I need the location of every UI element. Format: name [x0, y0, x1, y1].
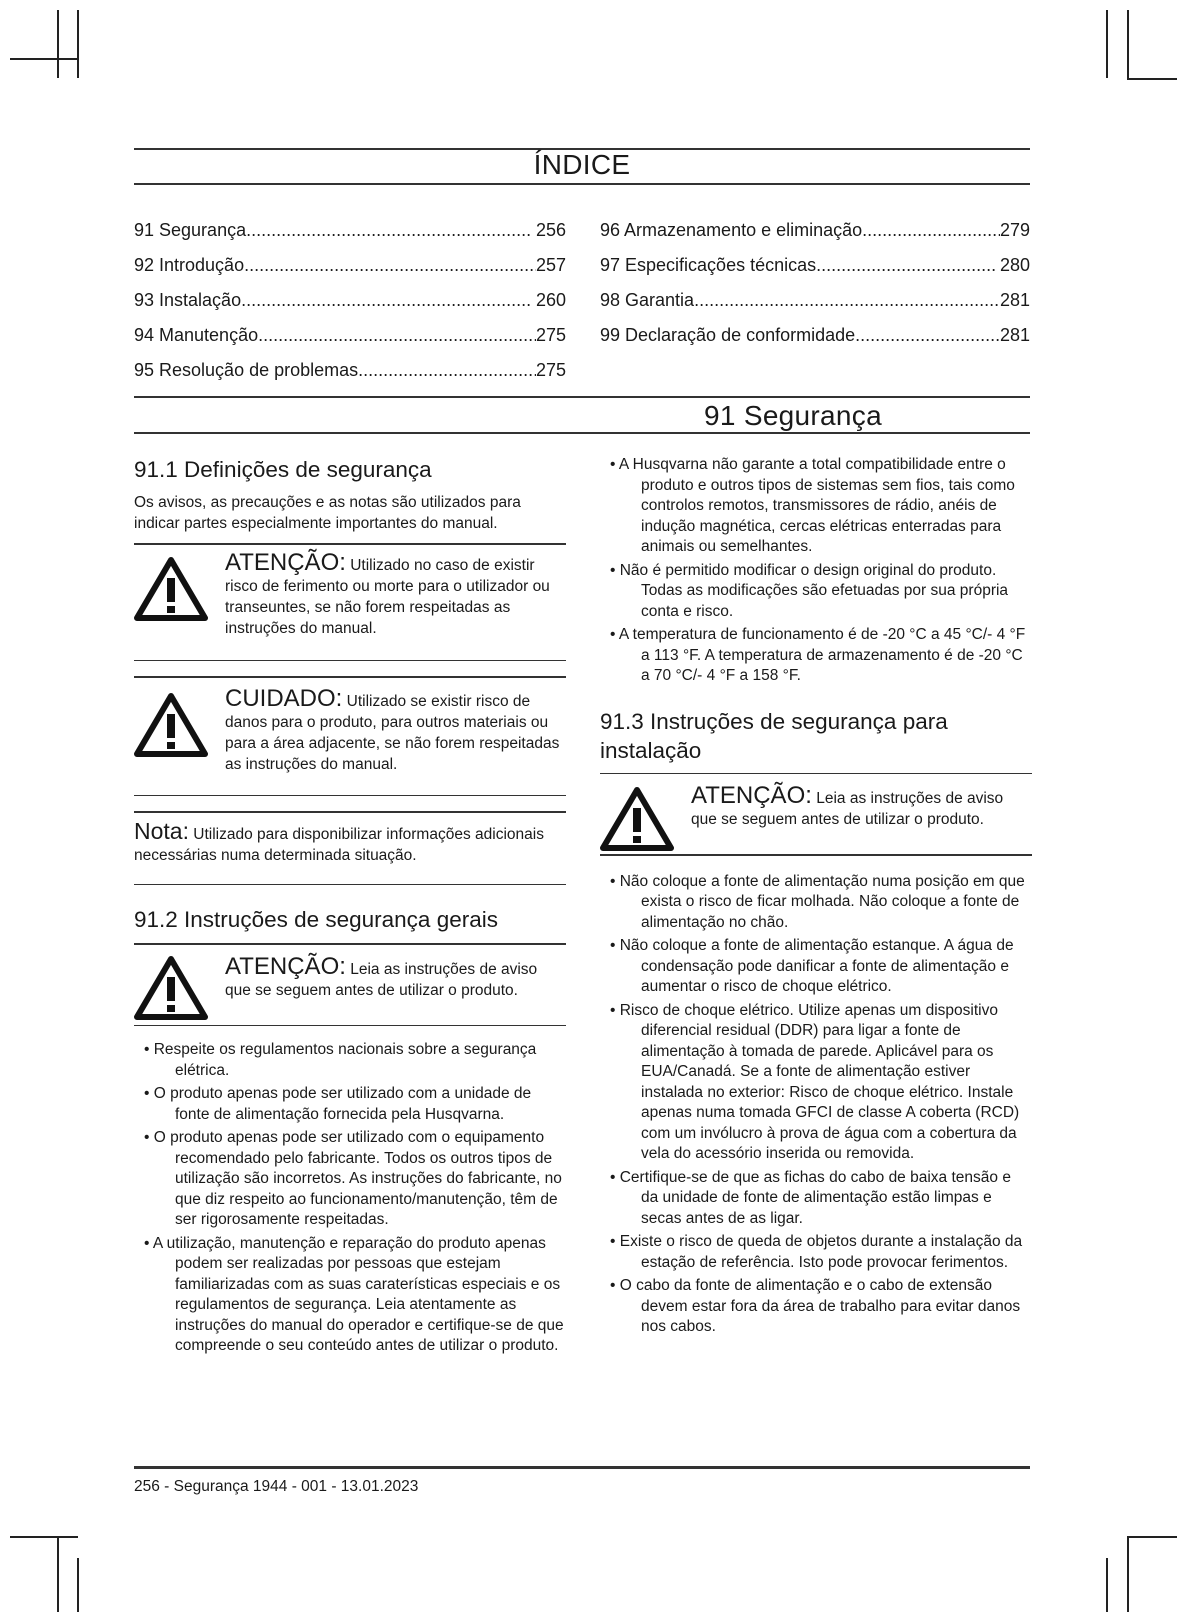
rule: [134, 943, 566, 945]
chapter-bottom-rule: [134, 432, 1030, 434]
note-definition: [134, 817, 566, 866]
warning-keyword: ATENÇÃO:: [691, 782, 812, 809]
warning-triangle-icon: [600, 786, 674, 852]
chapter-top-rule: [134, 396, 1030, 398]
rule: [134, 660, 566, 662]
toc-entry-page: 281: [999, 290, 1030, 310]
rule: [134, 1025, 566, 1027]
rule: [600, 773, 1032, 775]
warning-general: [134, 952, 566, 1017]
rule: [134, 884, 566, 886]
list-item: • Não é permitido modificar o design original do produto. Todas as modificações são efetuadas por sua própria conta e risco.: [600, 561, 1032, 623]
toc-entry[interactable]: [600, 283, 1030, 318]
toc-entry[interactable]: [134, 353, 566, 388]
rule: [134, 543, 566, 545]
left-column: [134, 455, 566, 1360]
toc-entry-label: 98 Garantia: [600, 290, 695, 310]
toc-entry[interactable]: [134, 248, 566, 283]
toc-entry-page: 275: [535, 325, 566, 345]
general-safety-list: [134, 1040, 566, 1357]
toc-entry[interactable]: [600, 213, 1030, 248]
list-item: • Risco de choque elétrico. Utilize apenas um dispositivo diferencial residual (DDR) para ligar a fonte de alimentação à tomada de parede. Aplicável para os EUA/Canadá. Se a fonte de alimentação estiver instalada no exterior: Risco de choque elétrico. Instale apenas numa tomada GFCI de classe A coberta (RCD) com um invólucro à prova de água com a cobertura da vela do acessório inserida ou removida.: [600, 1001, 1032, 1165]
toc-entry-page: 275: [535, 360, 566, 380]
rule: [134, 676, 566, 678]
crop-mark-bl-v2: [77, 1558, 79, 1612]
warning-description: Leia as instruções de aviso que se seguem antes de utilizar o produto.: [691, 790, 1004, 828]
toc-entry-page: 280: [994, 255, 1030, 275]
crop-mark-tr-h: [1127, 78, 1177, 80]
toc-leader-dots: [241, 283, 531, 318]
list-item: • Não coloque a fonte de alimentação estanque. A água de condensação pode danificar a fonte de alimentação e aumentar o risco de choque elétrico.: [600, 936, 1032, 998]
list-item: • Respeite os regulamentos nacionais sobre a segurança elétrica.: [134, 1040, 566, 1081]
rule: [134, 795, 566, 797]
list-item: • Não coloque a fonte de alimentação numa posição em que exista o risco de ficar molhada. Não coloque a fonte de alimentação no chão.: [600, 872, 1032, 934]
toc-leader-dots: [816, 248, 995, 283]
toc-entry-page: 260: [530, 290, 566, 310]
toc-entry-label: 99 Declaração de conformidade: [600, 325, 856, 345]
right-column: [600, 455, 1032, 1341]
crop-mark-br-v: [1127, 1536, 1129, 1612]
toc-entry-label: 95 Resolução de problemas: [134, 360, 359, 380]
warning-keyword: ATENÇÃO:: [225, 952, 346, 980]
installation-safety-list: [600, 872, 1032, 1338]
section-91-1-intro: Os avisos, as precauções e as notas são utilizados para indicar partes especialmente importantes do manual.: [134, 494, 521, 532]
toc-entry[interactable]: [134, 318, 566, 353]
toc-entry[interactable]: [134, 213, 566, 248]
list-item: • Existe o risco de queda de objetos durante a instalação da estação de referência. Isto pode provocar ferimentos.: [600, 1232, 1032, 1273]
list-item: • O cabo da fonte de alimentação e o cabo de extensão devem estar fora da área de trabalho para evitar danos nos cabos.: [600, 1276, 1032, 1338]
index-title: ÍNDICE: [533, 149, 631, 180]
caution-keyword: CUIDADO:: [225, 684, 343, 712]
warning-description: Utilizado no caso de existir risco de ferimento ou morte para o utilizador ou transeuntes, se não forem respeitadas as instruções do manual.: [225, 556, 550, 637]
caution-description: Utilizado se existir risco de danos para o produto, para outros materiais ou para a área adjacente, se não forem respeitadas as instruções do manual.: [225, 692, 560, 773]
toc-entry-label: 92 Introdução: [134, 255, 245, 275]
toc-entry[interactable]: [600, 248, 1030, 283]
toc-entry[interactable]: [134, 283, 566, 318]
crop-mark-tr-v: [1106, 10, 1108, 78]
crop-mark-br-v2: [1106, 1558, 1108, 1612]
toc-entry-label: 94 Manutenção: [134, 325, 259, 345]
toc-leader-dots: [694, 283, 1000, 318]
toc-entry-page: 257: [535, 255, 566, 275]
list-item: • A Husqvarna não garante a total compatibilidade entre o produto e outros tipos de sistemas sem fios, tais como controlos remotos, transmissores de rádio, anéis de indução magnética, cercas elétricas enterradas para animais ou semelhantes.: [600, 455, 1032, 558]
warning-keyword: ATENÇÃO:: [225, 548, 346, 576]
list-item: • A temperatura de funcionamento é de -20 °C a 45 °C/- 4 °F a 113 °F. A temperatura de armazenamento é de -20 °C a 70 °C/- 4 °F a 158 °F.: [600, 625, 1032, 687]
toc-entry-label: 91 Segurança: [134, 220, 247, 240]
warning-installation: [600, 784, 1032, 846]
page-footer: 256 - Segurança 1944 - 001 - 13.01.2023: [134, 1478, 419, 1495]
warning-definition: [134, 548, 566, 646]
section-91-1-title: 91.1 Definições de segurança: [134, 457, 432, 482]
toc-right: [600, 213, 1030, 353]
crop-mark-br-h: [1127, 1536, 1177, 1538]
footer-rule: [134, 1466, 1030, 1469]
warning-triangle-icon: [134, 556, 208, 622]
crop-mark-bl-h: [10, 1536, 78, 1538]
toc-leader-dots: [246, 213, 531, 248]
toc-left: [134, 213, 566, 388]
index-bottom-rule: [134, 183, 1030, 185]
note-keyword: Nota:: [134, 817, 189, 844]
list-item: • Certifique-se de que as fichas do cabo de baixa tensão e da unidade de fonte de alimentação estão limpas e secas antes de as ligar.: [600, 1168, 1032, 1230]
warning-description: Leia as instruções de aviso que se seguem antes de utilizar o produto.: [225, 960, 538, 999]
list-item: • O produto apenas pode ser utilizado com o equipamento recomendado pelo fabricante. Todos os outros tipos de utilização são incorretos. As instruções do fabricante, no que diz respeito ao funcionamento/manutenção, têm de ser rigorosamente respeitadas.: [134, 1128, 566, 1231]
toc-leader-dots: [855, 318, 1000, 353]
crop-mark-tl-v: [57, 10, 59, 78]
toc-leader-dots: [862, 213, 1000, 248]
toc-entry-label: 96 Armazenamento e eliminação: [600, 220, 863, 240]
crop-mark-tl-v2: [77, 10, 79, 78]
rule: [134, 811, 566, 813]
note-description: Utilizado para disponibilizar informações adicionais necessárias numa determinada situação.: [134, 825, 544, 864]
toc-entry-page: 279: [999, 220, 1030, 240]
caution-definition: [134, 684, 566, 782]
toc-leader-dots: [358, 353, 536, 388]
caution-triangle-icon: [134, 692, 208, 758]
section-91-2-title: 91.2 Instruções de segurança gerais: [134, 907, 498, 932]
section-91-3-title: 91.3 Instruções de segurança para instalação: [600, 708, 948, 763]
toc-leader-dots: [258, 318, 536, 353]
list-item: • A utilização, manutenção e reparação do produto apenas podem ser realizadas por pessoas que estejam familiarizadas com as suas caraterísticas especiais e os regulamentos de segurança. Leia atentamente as instruções do manual do operador e certifique-se de que compreende o seu conteúdo antes de utilizar o produto.: [134, 1234, 566, 1357]
chapter-title: 91 Segurança: [704, 400, 882, 431]
list-item: • O produto apenas pode ser utilizado com a unidade de fonte de alimentação fornecida pela Husqvarna.: [134, 1084, 566, 1125]
toc-entry-page: 256: [530, 220, 566, 240]
toc-entry[interactable]: [600, 318, 1030, 353]
compatibility-list: [600, 455, 1032, 687]
toc-leader-dots: [244, 248, 536, 283]
toc-entry-page: 281: [999, 325, 1030, 345]
warning-triangle-icon: [134, 955, 208, 1021]
crop-mark-tl-h: [10, 58, 78, 60]
rule: [600, 854, 1032, 856]
toc-entry-label: 93 Instalação: [134, 290, 242, 310]
toc-entry-label: 97 Especificações técnicas: [600, 255, 817, 275]
crop-mark-bl-v: [57, 1536, 59, 1612]
crop-mark-tr-v2: [1127, 10, 1129, 78]
